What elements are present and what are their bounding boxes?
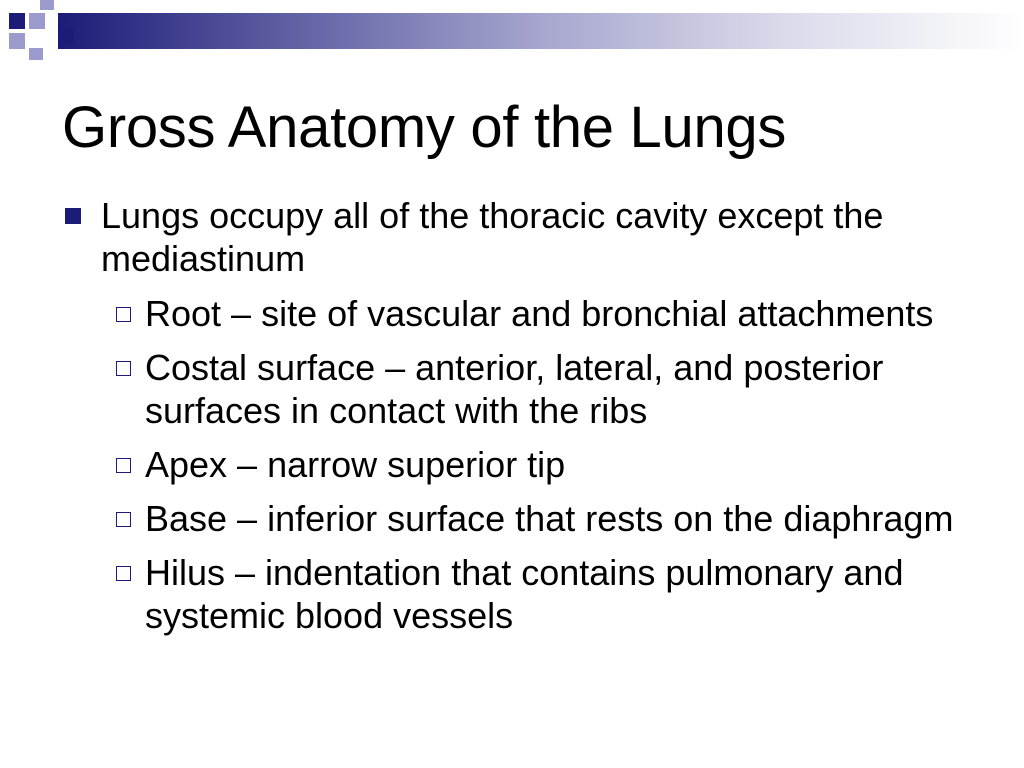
bullet-text: Lungs occupy all of the thoracic cavity except the mediastinum	[101, 195, 884, 279]
filled-square-icon	[65, 208, 81, 224]
sub-bullet-item	[64, 443, 964, 486]
slide-body	[64, 194, 964, 648]
hollow-square-icon	[116, 307, 131, 322]
sub-bullet-item	[64, 551, 964, 637]
decorative-square	[40, 0, 54, 10]
decorative-square	[29, 48, 43, 60]
sub-bullet-text: Root – site of vascular and bronchial attachments	[145, 293, 934, 334]
hollow-square-icon	[116, 566, 131, 581]
sub-bullet-text: Costal surface – anterior, lateral, and posterior surfaces in contact with the ribs	[145, 347, 884, 431]
sub-bullet-text: Base – inferior surface that rests on the diaphragm	[145, 498, 954, 539]
sub-bullet-item	[64, 497, 964, 540]
slide-title: Gross Anatomy of the Lungs	[62, 95, 787, 160]
hollow-square-icon	[116, 361, 131, 376]
hollow-square-icon	[116, 512, 131, 527]
decorative-square	[29, 13, 45, 29]
decorative-square	[9, 13, 25, 29]
decorative-square	[58, 28, 74, 44]
bullet-item	[64, 194, 964, 280]
sub-bullet-item	[64, 346, 964, 432]
sub-bullet-item	[64, 292, 964, 335]
hollow-square-icon	[116, 458, 131, 473]
sub-bullet-text: Hilus – indentation that contains pulmonary and systemic blood vessels	[145, 552, 904, 636]
decorative-square	[9, 33, 25, 49]
sub-bullet-text: Apex – narrow superior tip	[145, 444, 566, 485]
header-decoration	[0, 0, 1024, 64]
gradient-header-bar	[58, 13, 1024, 49]
